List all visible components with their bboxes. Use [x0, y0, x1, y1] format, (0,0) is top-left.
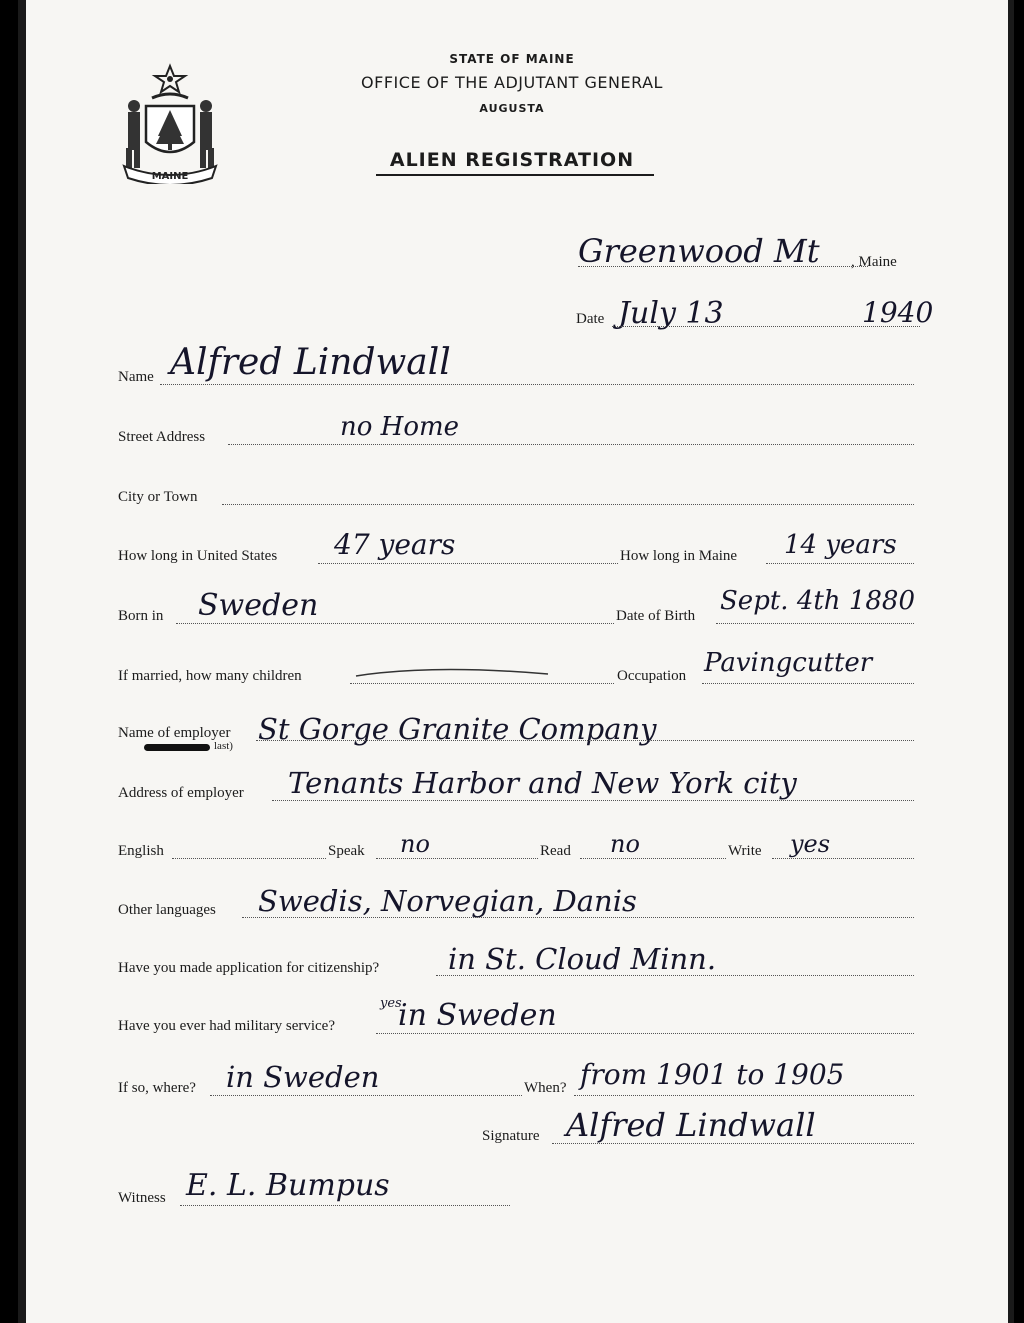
- citizenship-label: Have you made application for citizenship?: [118, 960, 380, 976]
- street-value: no Home: [340, 412, 460, 442]
- read-value: no: [610, 830, 640, 858]
- employer-address-label: Address of employer: [118, 785, 244, 801]
- signature-label: Signature: [482, 1128, 540, 1144]
- date-value: July 13: [618, 296, 724, 331]
- employer-value: St Gorge Granite Company: [258, 712, 657, 746]
- other-languages-label: Other languages: [118, 902, 216, 918]
- other-languages-value: Swedis, Norvegian, Danis: [258, 884, 637, 918]
- speak-line: [376, 858, 538, 859]
- place-line: [578, 266, 868, 267]
- english-line: [172, 858, 326, 859]
- other-languages-line: [242, 917, 914, 918]
- city-line: [222, 504, 914, 505]
- date-year: 1940: [862, 296, 934, 329]
- witness-label: Witness: [118, 1190, 166, 1206]
- when-line: [574, 1095, 914, 1096]
- write-line: [772, 858, 914, 859]
- born-in-line: [176, 623, 614, 624]
- children-line: [350, 683, 614, 684]
- employer-label: Name of employer: [118, 725, 231, 741]
- title-underline: [376, 174, 654, 176]
- born-in-label: Born in: [118, 608, 164, 624]
- dob-label: Date of Birth: [616, 608, 696, 624]
- military-value: in Sweden: [398, 998, 557, 1033]
- military-line: [376, 1033, 914, 1034]
- witness-line: [180, 1205, 510, 1206]
- place-suffix: , Maine: [851, 254, 897, 270]
- witness-value: E. L. Bumpus: [186, 1168, 390, 1203]
- speak-value: no: [400, 830, 430, 858]
- svg-text:MAINE: MAINE: [151, 171, 189, 182]
- military-note: yes: [380, 996, 402, 1011]
- employer-line: [256, 740, 914, 741]
- citizenship-line: [436, 975, 914, 976]
- place-value: Greenwood Mt: [578, 232, 820, 270]
- write-label: Write: [728, 843, 762, 859]
- citizenship-value: in St. Cloud Minn.: [448, 942, 717, 976]
- children-dash-mark: [352, 662, 552, 682]
- header-office: OFFICE OF THE ADJUTANT GENERAL: [361, 73, 663, 92]
- name-label: Name: [118, 369, 154, 385]
- write-value: yes: [790, 830, 831, 858]
- form-title: ALIEN REGISTRATION: [389, 149, 635, 171]
- employer-address-line: [272, 800, 914, 801]
- how-long-maine-label: How long in Maine: [620, 548, 738, 564]
- employer-address-value: Tenants Harbor and New York city: [288, 766, 797, 800]
- where-line: [210, 1095, 522, 1096]
- children-label: If married, how many children: [118, 668, 302, 684]
- where-value: in Sweden: [226, 1060, 380, 1094]
- occupation-label: Occupation: [617, 668, 687, 684]
- how-long-us-value: 47 years: [334, 528, 456, 561]
- read-line: [580, 858, 726, 859]
- street-line: [228, 444, 914, 445]
- header-city: AUGUSTA: [479, 102, 545, 115]
- city-label: City or Town: [118, 489, 198, 505]
- speak-label: Speak: [328, 843, 365, 859]
- military-label: Have you ever had military service?: [118, 1018, 335, 1034]
- date-line: [612, 326, 920, 327]
- how-long-us-label: How long in United States: [118, 548, 278, 564]
- signature-line: [552, 1143, 914, 1144]
- street-label: Street Address: [118, 429, 206, 445]
- how-long-maine-value: 14 years: [784, 530, 897, 560]
- when-label: When?: [524, 1080, 567, 1096]
- dob-value: Sept. 4th 1880: [720, 586, 915, 616]
- signature-value: Alfred Lindwall: [566, 1106, 816, 1144]
- dob-line: [716, 623, 914, 624]
- how-long-maine-line: [766, 563, 914, 564]
- employer-note: last): [214, 740, 233, 752]
- name-value: Alfred Lindwall: [170, 342, 451, 383]
- born-in-value: Sweden: [198, 588, 319, 623]
- english-label: English: [118, 843, 164, 859]
- how-long-us-line: [318, 563, 618, 564]
- where-label: If so, where?: [118, 1080, 196, 1096]
- read-label: Read: [540, 843, 571, 859]
- occupation-value: Pavingcutter: [704, 648, 873, 678]
- occupation-line: [702, 683, 914, 684]
- redaction-mark: [144, 744, 210, 751]
- date-label: Date: [576, 311, 605, 327]
- when-value: from 1901 to 1905: [580, 1058, 845, 1091]
- header-state: STATE OF MAINE: [449, 52, 575, 66]
- name-line: [160, 384, 914, 385]
